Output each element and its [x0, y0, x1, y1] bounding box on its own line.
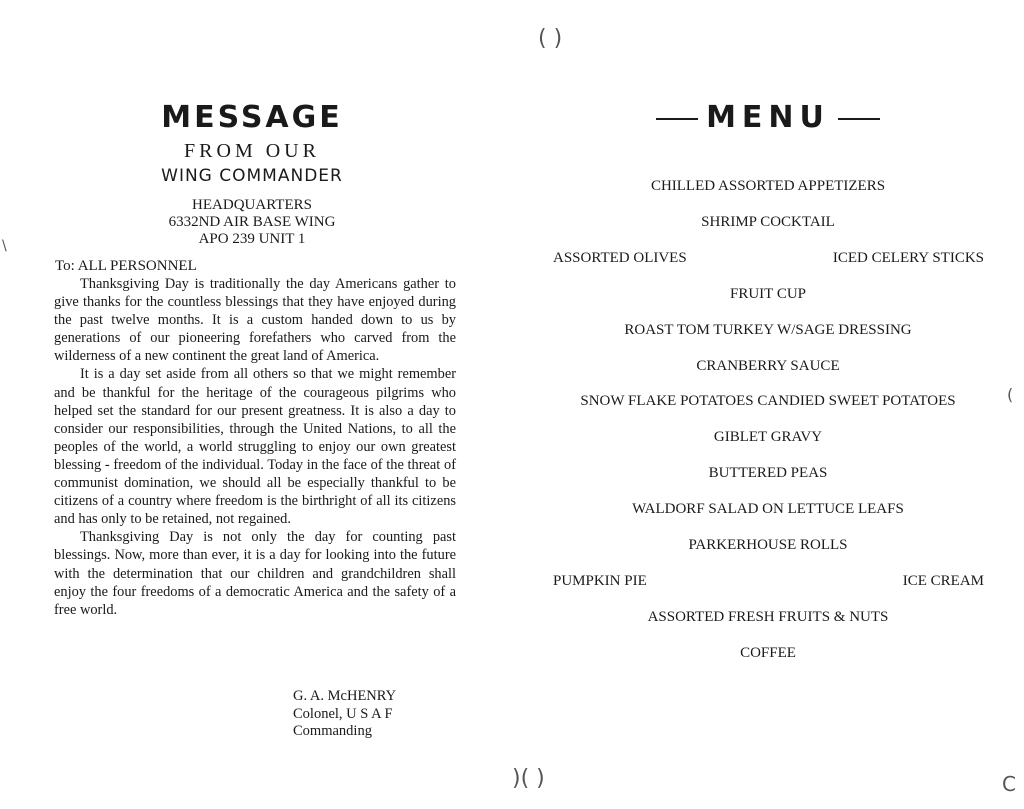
message-commander-line: WING COMMANDER [161, 166, 343, 186]
headquarters-block [52, 197, 452, 248]
to-line: To: ALL PERSONNEL [55, 258, 197, 274]
menu-item: BUTTERED PEAS [708, 465, 828, 481]
menu-title [512, 100, 1024, 135]
menu-item-left: ASSORTED OLIVES [553, 250, 687, 266]
scan-mark: ( ) [538, 26, 563, 51]
menu-item: ASSORTED FRESH FRUITS & NUTS [647, 609, 889, 625]
scan-mark: \ [2, 238, 7, 254]
menu-item: GIBLET GRAVY [713, 429, 823, 445]
menu-item: COFFEE [740, 645, 796, 661]
apo-line: APO 239 UNIT 1 [198, 231, 306, 247]
menu-page [512, 0, 1024, 809]
message-title: MESSAGE [161, 100, 343, 135]
scan-mark: )( ) [512, 766, 545, 791]
signature-rank: Colonel, U S A F [293, 705, 393, 722]
title-dash-left [656, 118, 698, 120]
menu-item: FRUIT CUP [730, 286, 806, 302]
signature-role: Commanding [293, 723, 372, 739]
signature-block [293, 688, 396, 741]
menu-item: PARKERHOUSE ROLLS [688, 537, 848, 553]
menu-item: WALDORF SALAD ON LETTUCE LEAFS [632, 501, 904, 517]
unit-line: 6332ND AIR BASE WING [168, 214, 336, 230]
menu-item: CHILLED ASSORTED APPETIZERS [650, 178, 886, 194]
message-paragraph: Thanksgiving Day is traditionally the day Americans gather to give thanks for the countless blessings that they have enjoyed during the past twelve months. It is a custom handed down to us by generations of our pioneering forefathers who carved from the wilderness of a new continent the great land of America. [54, 276, 456, 365]
menu-item: CRANBERRY SAUCE [696, 358, 840, 374]
menu-item-left: PUMPKIN PIE [553, 573, 647, 589]
scan-mark: ( [1007, 385, 1014, 404]
menu-item: ROAST TOM TURKEY W/SAGE DRESSING [624, 322, 912, 338]
menu-item-right: ICE CREAM [902, 573, 984, 589]
menu-item-right: ICED CELERY STICKS [832, 250, 984, 266]
message-paragraph: Thanksgiving Day is not only the day for counting past blessings. Now, more than ever, it is a day for looking into the future with the determination that our children and grandchildren shall enjoy the four freedoms of a democratic America and the safety of a free world. [54, 529, 456, 618]
title-dash-right [838, 118, 880, 120]
menu-item: SHRIMP COCKTAIL [701, 214, 835, 230]
signature-name: G. A. McHENRY [293, 688, 397, 704]
menu-title-text: MENU [706, 100, 830, 135]
headquarters-line: HEADQUARTERS [192, 197, 312, 213]
scan-mark: C [1002, 772, 1016, 796]
message-paragraph: It is a day set aside from all others so that we might remember and be thankful for the heritage of the courageous pilgrims who helped set the standard for our present greatness. It is also a day to consider our responsibilities, through the United Nations, to all the peoples of the world, a world struggling to enjoy our own greatest blessing - freedom of the individual. Today in the face of the threat of communist domination, we should all be especially thankful to be citizens of a country where freedom is the birthright of all its citizens and has only to be retained, not regained. [54, 366, 456, 528]
menu-item: SNOW FLAKE POTATOES CANDIED SWEET POTATOES [580, 393, 956, 409]
message-from-line: FROM OUR [184, 140, 320, 162]
message-body [54, 275, 456, 619]
